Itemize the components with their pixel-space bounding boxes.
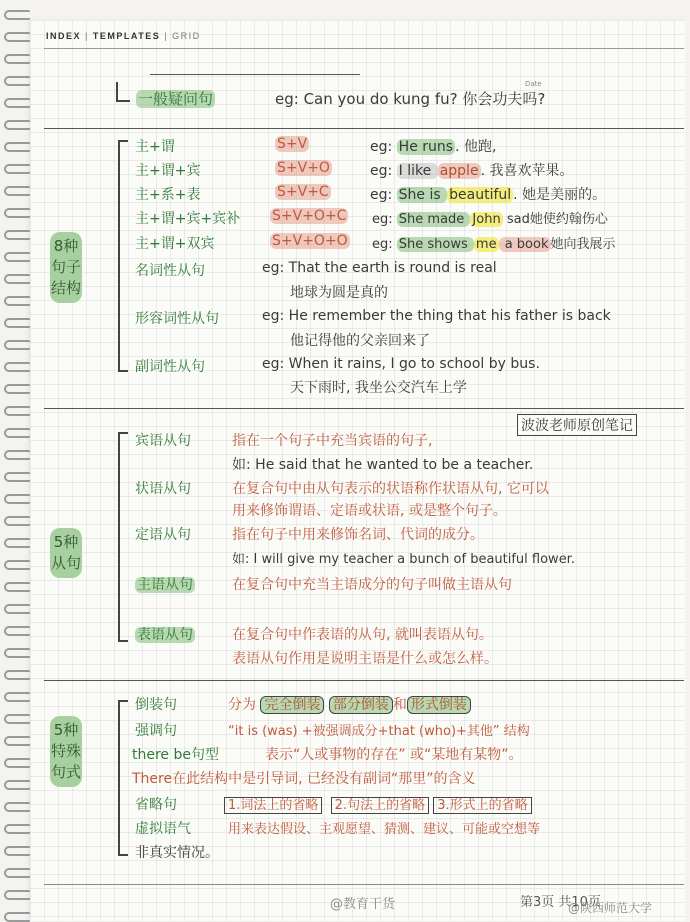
spiral-ring (4, 670, 30, 680)
section2-label: 5种从句 (50, 528, 82, 578)
author-stamp: 波波老师原创笔记 (517, 414, 637, 436)
spiral-ring (4, 406, 30, 416)
spiral-ring (4, 208, 30, 218)
clause-translation: 地球为圆是真的 (290, 285, 388, 301)
clause-type-name: 定语从句 (135, 527, 191, 543)
structure-name: 主+谓+宾+宾补 (135, 211, 241, 227)
spiral-ring (4, 296, 30, 306)
subjunctive-desc-cont: 非真实情况。 (135, 845, 219, 861)
spiral-ring (4, 362, 30, 372)
page-number: 第3页 共10页 (520, 895, 601, 910)
spiral-ring (4, 120, 30, 130)
spiral-ring (4, 736, 30, 746)
subjunctive-desc: 用来表达假设、主观愿望、猜测、建议、可能或空想等 (228, 822, 541, 837)
spiral-ring (4, 98, 30, 108)
inversion-desc: 分为 完全倒装 部分倒装 和 形式倒装 (228, 694, 471, 714)
spiral-ring (4, 164, 30, 174)
spiral-ring (4, 824, 30, 834)
spiral-ring (4, 10, 30, 20)
structure-pattern: S+V (277, 136, 308, 152)
spiral-ring (4, 186, 30, 196)
structure-example: eg: I like apple . 我喜欢苹果。 (370, 163, 574, 179)
spiral-ring (4, 76, 30, 86)
clause-type-example: 如: I will give my teacher a bunch of beautiful flower. (232, 552, 575, 567)
clause-example: eg: He remember the thing that his father is back (262, 308, 611, 324)
date-label: Date (525, 80, 542, 88)
watermark: @陕西师范大学 (568, 901, 653, 915)
spiral-ring (4, 714, 30, 724)
spiral-ring (4, 428, 30, 438)
top-rule (150, 74, 360, 75)
clause-example: eg: When it rains, I go to school by bus. (262, 356, 540, 372)
structure-pattern: S+V+O+C (272, 208, 347, 224)
spiral-ring (4, 32, 30, 42)
structure-name: 主+谓+双宾 (135, 236, 215, 252)
spiral-ring (4, 780, 30, 790)
section1-bracket (118, 140, 128, 372)
header-grid: GRID (172, 31, 201, 41)
structure-example: eg: She shows me a book 她向我展示 (372, 237, 616, 252)
top-bracket-foot (116, 100, 130, 102)
footer-rule (44, 884, 684, 885)
page-header (46, 31, 201, 41)
spiral-ring (4, 472, 30, 482)
section3-label: 5种特殊句式 (50, 716, 82, 787)
spiral-ring (4, 890, 30, 900)
general-question-example: eg: Can you do kung fu? 你会功夫吗? (275, 90, 546, 108)
spiral-ring (4, 230, 30, 240)
clause-type-name: 表语从句 (137, 627, 193, 643)
top-bracket (116, 82, 118, 102)
structure-example: eg: She is beautiful . 她是美丽的。 (370, 187, 607, 203)
spiral-ring (4, 516, 30, 526)
clause-name: 形容词性从句 (135, 311, 219, 327)
structure-example: eg: He runs . 他跑, (370, 139, 497, 155)
clause-example: eg: That the earth is round is real (262, 260, 497, 276)
section1-label: 8种句子结构 (50, 232, 82, 303)
structure-pattern: S+V+O (277, 160, 330, 176)
clause-type-desc: 表语从句作用是说明主语是什么或怎么样。 (232, 651, 498, 667)
spiral-ring (4, 340, 30, 350)
spiral-ring (4, 274, 30, 284)
structure-name: 主+系+表 (135, 187, 201, 203)
there-note: There在此结构中是引导词, 已经没有副词“那里”的含义 (132, 771, 476, 787)
emphasis-desc: “it is (was) +被强调成分+that (who)+其他” 结构 (228, 724, 530, 739)
clause-type-desc: 在复合句中由从句表示的状语称作状语从句, 它可以 (232, 481, 549, 497)
therebe-desc: 表示“人或事物的存在” 或“某地有某物”。 (265, 747, 523, 763)
sentence-type-name: 强调句 (135, 723, 177, 739)
structure-pattern: S+V+O+O (272, 233, 348, 249)
clause-type-desc: 指在一个句子中充当宾语的句子, (232, 433, 433, 449)
clause-translation: 他记得他的父亲回来了 (290, 333, 430, 349)
header-separator: | (85, 31, 89, 41)
spiral-ring (4, 252, 30, 262)
clause-translation: 天下雨时, 我坐公交汽车上学 (290, 380, 467, 396)
clause-type-example: 如: He said that he wanted to be a teacher. (232, 457, 534, 473)
sentence-type-name: 虚拟语气 (135, 821, 191, 837)
spiral-ring (4, 538, 30, 548)
sentence-type-name: 倒装句 (135, 697, 177, 713)
structure-name: 主+谓 (135, 139, 175, 155)
spiral-ring (4, 868, 30, 878)
spiral-ring (4, 560, 30, 570)
spiral-ring (4, 318, 30, 328)
sentence-type-name: 省略句 (135, 797, 177, 813)
clause-name: 名词性从句 (135, 263, 205, 279)
spiral-ring (4, 758, 30, 768)
sentence-type-name: there be句型 (132, 747, 219, 763)
spiral-ring (4, 846, 30, 856)
clause-type-name: 状语从句 (135, 481, 191, 497)
clause-type-desc: 用来修饰谓语、定语或状语, 或是整个句子。 (232, 503, 507, 519)
spiral-ring (4, 648, 30, 658)
section3-bracket (118, 700, 128, 856)
section1-rule (44, 128, 684, 129)
spiral-ring (4, 384, 30, 394)
spiral-ring (4, 604, 30, 614)
section2-bracket (118, 432, 128, 642)
structure-example: eg: She made John sad她使约翰伤心 (372, 212, 608, 227)
clause-type-desc: 在复合句中作表语的从句, 就叫表语从句。 (232, 627, 493, 643)
spiral-ring (4, 802, 30, 812)
spiral-binding (0, 0, 34, 921)
watermark: @教育干货 (330, 897, 396, 912)
header-separator: | (164, 31, 169, 41)
clause-type-desc: 指在句子中用来修饰名词、代词的成分。 (232, 527, 484, 543)
clause-type-name: 宾语从句 (135, 433, 191, 449)
spiral-ring (4, 494, 30, 504)
structure-name: 主+谓+宾 (135, 163, 201, 179)
spiral-ring (4, 626, 30, 636)
clause-type-desc: 在复合句中充当主语成分的句子叫做主语从句 (232, 577, 512, 593)
section2-rule (44, 408, 684, 409)
structure-pattern: S+V+C (277, 184, 329, 200)
ellipsis-types: 1.词法上的省略 2.句法上的省略 3.形式上的省略 (224, 794, 532, 813)
header-templates: TEMPLATES (92, 31, 161, 41)
header-rule (44, 48, 684, 49)
spiral-ring (4, 582, 30, 592)
clause-type-name: 主语从句 (137, 577, 193, 593)
clause-name: 副词性从句 (135, 359, 205, 375)
spiral-ring (4, 692, 30, 702)
spiral-ring (4, 450, 30, 460)
section3-rule (44, 680, 684, 681)
spiral-ring (4, 142, 30, 152)
general-question-label: 一般疑问句 (138, 90, 214, 108)
spiral-ring (4, 54, 30, 64)
header-index: INDEX (46, 31, 82, 41)
